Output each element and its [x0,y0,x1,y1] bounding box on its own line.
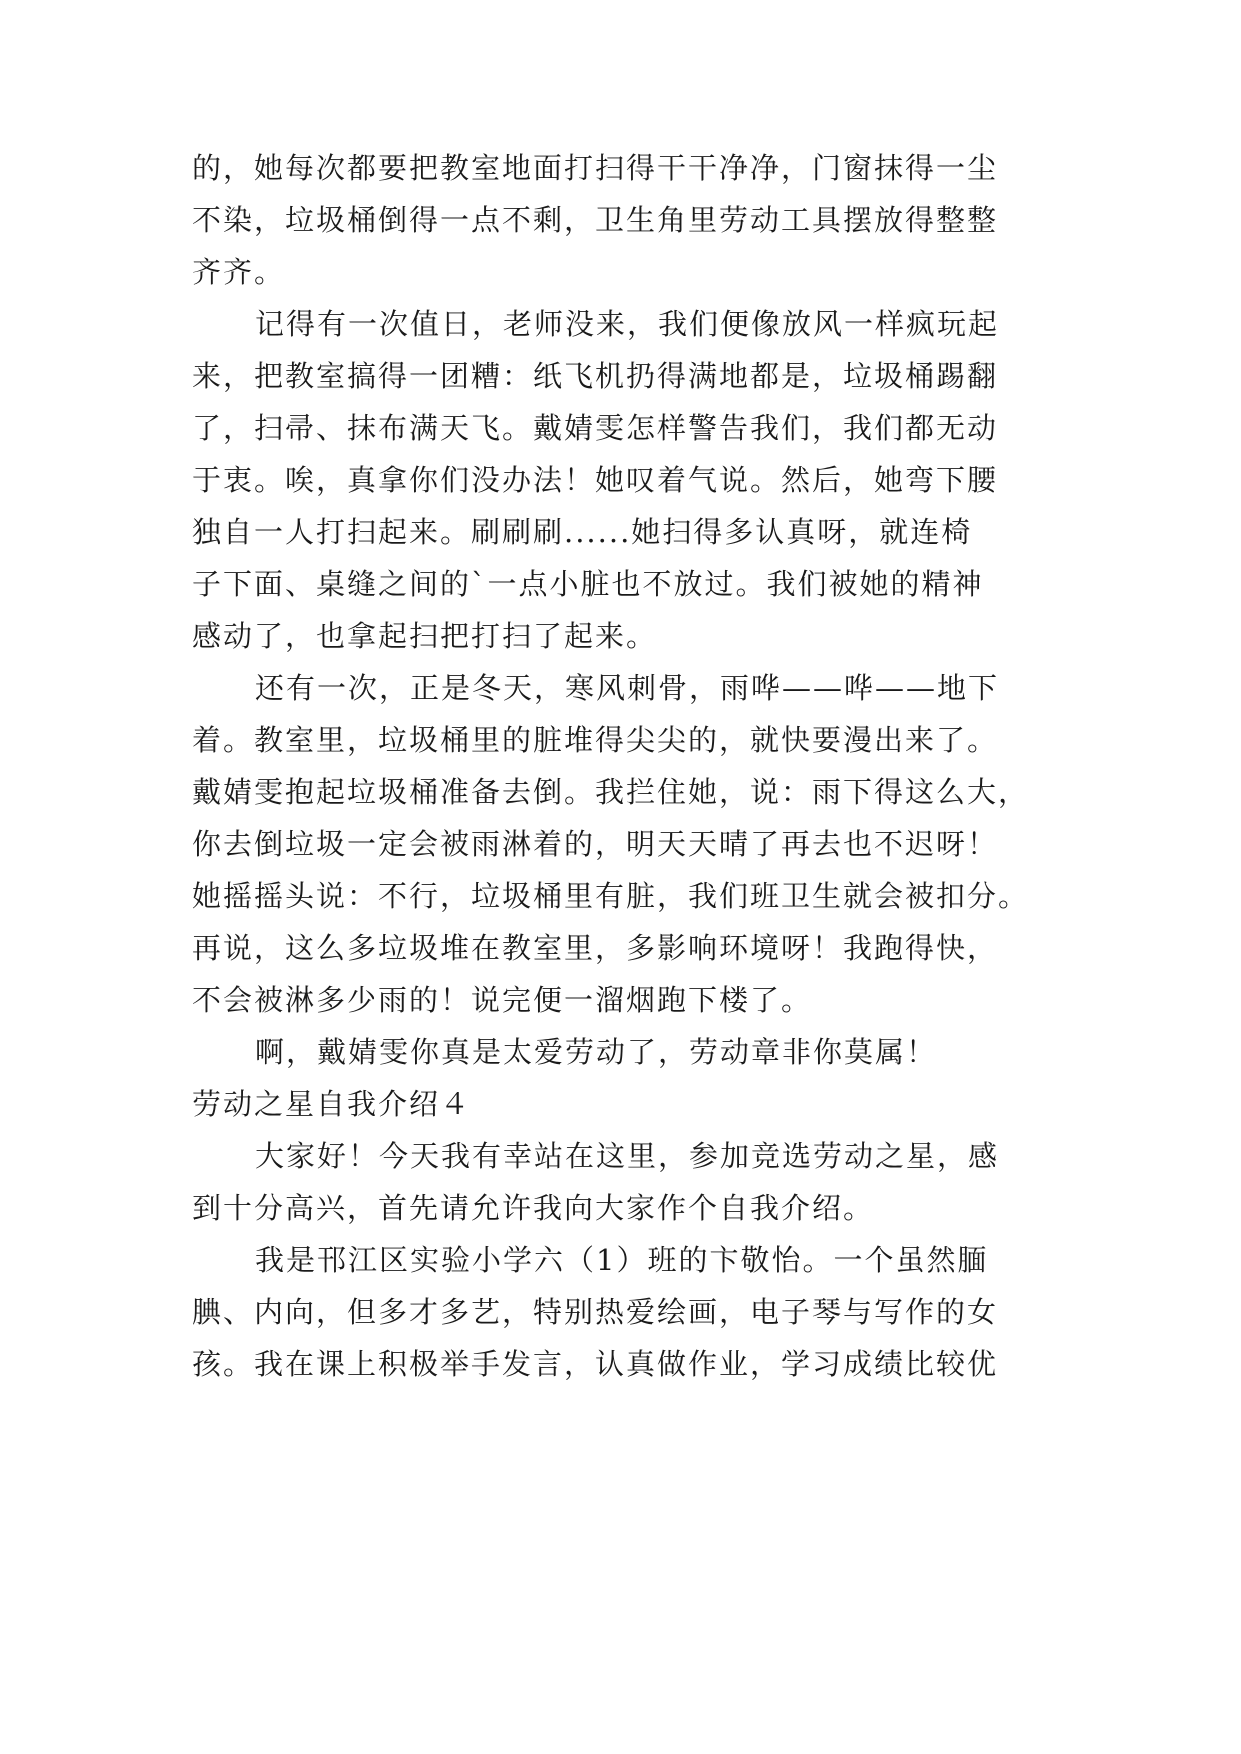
text-line: 孩。我在课上积极举手发言，认真做作业，学习成绩比较优 [192,1347,999,1381]
paragraph-first-line: 我是邗江区实验小学六（1）班的卞敬怡。一个虽然腼 [255,1243,989,1277]
text-line: 她摇摇头说：不行，垃圾桶里有脏，我们班卫生就会被扣分。 [192,879,1030,913]
text-line: 感动了，也拿起扫把打扫了起来。 [192,619,658,653]
text-line: 于衷。唉，真拿你们没办法！她叹着气说。然后，她弯下腰 [192,463,999,497]
text-line: 了，扫帚、抹布满天飞。戴婧雯怎样警告我们，我们都无动 [192,411,999,445]
paragraph-first-line: 还有一次，正是冬天，寒风刺骨，雨哗——哗——地下 [255,671,1000,705]
text-line: 你去倒垃圾一定会被雨淋着的，明天天晴了再去也不迟呀！ [192,827,999,861]
text-line: 来，把教室搞得一团糟：纸飞机扔得满地都是，垃圾桶踢翻 [192,359,999,393]
paragraph-first-line: 记得有一次值日，老师没来，我们便像放风一样疯玩起 [255,307,1000,341]
text-line: 子下面、桌缝之间的`一点小脏也不放过。我们被她的精神 [192,567,984,601]
section-heading: 劳动之星自我介绍４ [192,1087,472,1121]
text-line: 到十分高兴，首先请允许我向大家作个自我介绍。 [192,1191,875,1225]
paragraph-first-line: 啊，戴婧雯你真是太爱劳动了，劳动章非你莫属！ [255,1035,938,1069]
text-line: 齐齐。 [192,255,286,289]
text-line: 戴婧雯抱起垃圾桶准备去倒。我拦住她，说：雨下得这么大， [192,775,1030,809]
text-line: 不染，垃圾桶倒得一点不剩，卫生角里劳动工具摆放得整整 [192,203,999,237]
text-line: 着。教室里，垃圾桶里的脏堆得尖尖的，就快要漫出来了。 [192,723,999,757]
text-line: 不会被淋多少雨的！说完便一溜烟跑下楼了。 [192,983,813,1017]
text-line: 的，她每次都要把教室地面打扫得干干净净，门窗抹得一尘 [192,151,999,185]
text-line: 再说，这么多垃圾堆在教室里，多影响环境呀！我跑得快， [192,931,999,965]
paragraph-first-line: 大家好！今天我有幸站在这里，参加竞选劳动之星，感 [255,1139,1000,1173]
text-line: 腆、内向，但多才多艺，特别热爱绘画，电子琴与写作的女 [192,1295,999,1329]
text-line: 独自一人打扫起来。刷刷刷......她扫得多认真呀，就连椅 [192,515,973,549]
